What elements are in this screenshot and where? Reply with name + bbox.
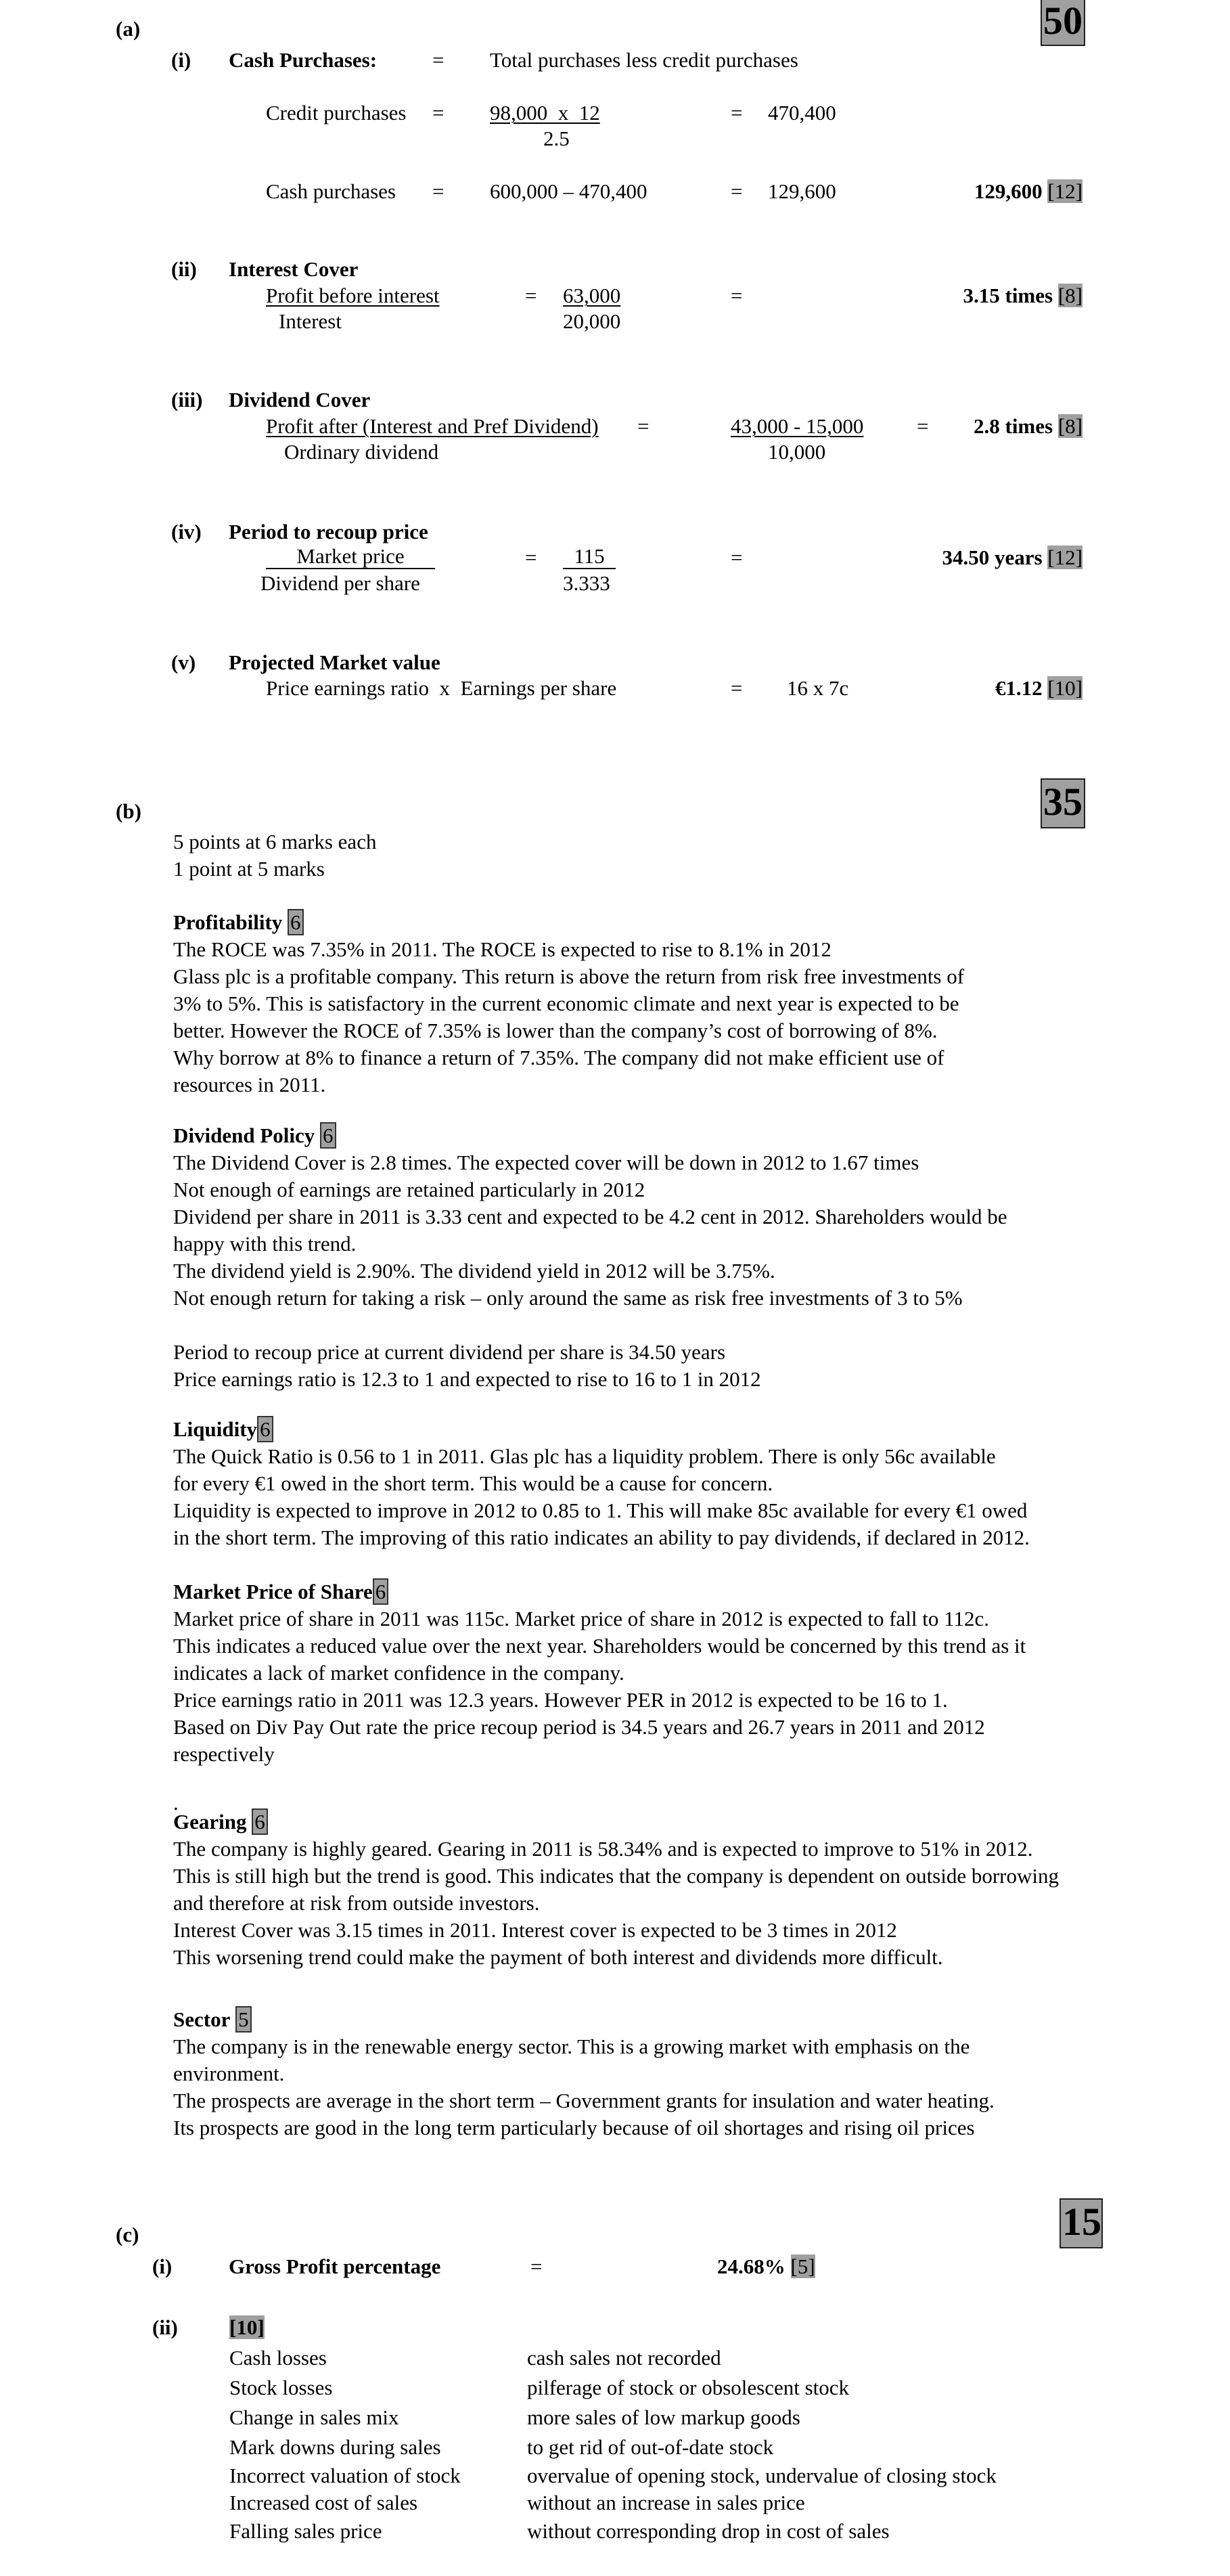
cash-purchases-calc: 600,000 – 470,400 xyxy=(490,179,647,203)
answer-value: 34.50 years xyxy=(942,546,1043,569)
point-heading: Market Price of Share xyxy=(173,1580,373,1603)
point-line: Period to recoup price at current dividend per share is 34.50 years xyxy=(173,1340,726,1364)
point-line: Price earnings ratio in 2011 was 12.3 years. However PER in 2012 is expected to be 16 to 1. xyxy=(173,1688,948,1712)
point-line: indicates a lack of market confidence in the company. xyxy=(173,1661,624,1685)
answer-iv xyxy=(942,545,1083,570)
point-line: The dividend yield is 2.90%. The dividend yield in 2012 will be 3.75%. xyxy=(173,1259,775,1283)
point-heading-row xyxy=(173,909,1147,936)
table-row xyxy=(229,2462,997,2489)
equals-sign: = xyxy=(917,414,929,438)
point-line: Interest Cover was 3.15 times in 2011. Interest cover is expected to be 3 times in 2012 xyxy=(173,1918,897,1942)
marks-badge: [5] xyxy=(790,2255,815,2278)
section-a-total-marks: 50 xyxy=(1041,0,1085,46)
answer-ii xyxy=(963,283,1083,308)
part-c-i-number: (i) xyxy=(152,2255,173,2278)
table-row xyxy=(229,2403,997,2433)
marks-badge: [12] xyxy=(1047,179,1083,203)
period-to-recoup-title: Period to recoup price xyxy=(229,520,428,543)
dividend-cover-denominator: 10,000 xyxy=(768,440,826,464)
point-line: Liquidity is expected to improve in 2012 to 0.85 to 1. This will make 85c available for every €1 owed xyxy=(173,1498,1028,1522)
point-line: Glass plc is a profitable company. This return is above the return from risk free investments of xyxy=(173,964,965,988)
gross-profit-reasons-table xyxy=(229,2343,997,2546)
table-row xyxy=(229,2516,997,2546)
section-b-label: (b) xyxy=(116,799,141,823)
point-line: Price earnings ratio is 12.3 to 1 and expected to rise to 16 to 1 in 2012 xyxy=(173,1367,761,1391)
section-b-intro xyxy=(173,828,1147,883)
marks-badge: [10] xyxy=(229,2315,265,2339)
point-line: The Quick Ratio is 0.56 to 1 in 2011. Glas plc has a liquidity problem. There is only 56c available xyxy=(173,1444,996,1468)
point-line: This indicates a reduced value over the next year. Shareholders would be concerned by this trend as it xyxy=(173,1634,1026,1658)
answer-v xyxy=(995,675,1083,701)
point-line: Market price of share in 2011 was 115c. Market price of share in 2012 is expected to fall to 112c. xyxy=(173,1607,990,1630)
point-market-price xyxy=(173,1578,1147,1768)
equals-sign: = xyxy=(731,101,743,125)
point-line: in the short term. The improving of this ratio indicates an ability to pay dividends, if declared in 2012. xyxy=(173,1526,1030,1549)
reason-cell: Increased cost of sales xyxy=(229,2491,418,2514)
part-c-ii-marks-wrap xyxy=(229,2315,265,2340)
point-line: 3% to 5%. This is satisfactory in the current economic climate and next year is expected to be xyxy=(173,992,959,1015)
equals-sign: = xyxy=(731,179,743,203)
cash-purchases-title: Cash Purchases: xyxy=(229,48,378,72)
part-i-number: (i) xyxy=(171,48,191,72)
marks-badge: 6 xyxy=(257,1416,273,1442)
point-line: Why borrow at 8% to finance a return of 7.35%. The company did not make efficient use of xyxy=(173,1046,944,1069)
projected-market-value-formula: Price earnings ratio x Earnings per share xyxy=(266,676,617,700)
point-liquidity xyxy=(173,1416,1147,1551)
point-line: The ROCE was 7.35% in 2011. The ROCE is expected to rise to 8.1% in 2012 xyxy=(173,937,832,961)
answer-value: €1.12 xyxy=(995,676,1043,700)
table-row xyxy=(229,2433,997,2462)
answer-i xyxy=(974,179,1083,204)
credit-purchases-numerator: 98,000 x 12 xyxy=(490,101,600,125)
point-line: Based on Div Pay Out rate the price recoup period is 34.5 years and 26.7 years in 2011 and 2012 xyxy=(173,1715,985,1739)
marks-badge: [8] xyxy=(1057,284,1083,307)
point-line: This is still high but the trend is good. This indicates that the company is dependent on outside borrowing xyxy=(173,1864,1060,1888)
point-line: happy with this trend. xyxy=(173,1232,357,1256)
explanation-cell: cash sales not recorded xyxy=(527,2346,721,2370)
marks-badge: [10] xyxy=(1047,676,1083,700)
reason-cell: Mark downs during sales xyxy=(229,2435,441,2459)
market-price-label: Market price xyxy=(266,545,435,569)
point-heading: Dividend Policy xyxy=(173,1124,315,1147)
equals-sign: = xyxy=(731,284,743,307)
part-v-number: (v) xyxy=(171,650,196,674)
table-row xyxy=(229,2489,997,2516)
point-line: The company is in the renewable energy sector. This is a growing market with emphasis on the xyxy=(173,2035,970,2058)
section-b-total-marks: 35 xyxy=(1041,778,1085,828)
answer-value: 2.8 times xyxy=(974,414,1053,438)
projected-market-value-title: Projected Market value xyxy=(229,650,440,674)
point-line: Not enough of earnings are retained particularly in 2012 xyxy=(173,1178,645,1201)
marks-badge: [8] xyxy=(1057,414,1083,438)
explanation-cell: more sales of low markup goods xyxy=(527,2405,800,2429)
reason-cell: Stock losses xyxy=(229,2376,333,2399)
marks-badge: 6 xyxy=(288,909,304,935)
point-line: better. However the ROCE of 7.35% is lower than the company’s cost of borrowing of 8%. xyxy=(173,1019,938,1042)
explanation-cell: without corresponding drop in cost of sales xyxy=(527,2519,890,2543)
section-a-label: (a) xyxy=(116,17,141,41)
section-c-label: (c) xyxy=(116,2223,139,2246)
point-heading: Gearing xyxy=(173,1810,247,1834)
point-line: Dividend per share in 2011 is 3.33 cent and expected to be 4.2 cent in 2012. Shareholders would be xyxy=(173,1205,1007,1228)
dividend-cover-numerator: 43,000 - 15,000 xyxy=(731,414,864,438)
point-heading-row xyxy=(173,1122,1147,1149)
dividend-cover-title: Dividend Cover xyxy=(229,388,371,412)
answer-value: 129,600 xyxy=(974,179,1043,203)
interest-label: Interest xyxy=(279,309,342,333)
point-line: and therefore at risk from outside investors. xyxy=(173,1891,540,1915)
equals-sign: = xyxy=(432,101,445,125)
equals-sign: = xyxy=(432,179,445,203)
explanation-cell: without an increase in sales price xyxy=(527,2491,805,2514)
profit-before-interest-label: Profit before interest xyxy=(266,284,440,307)
marks-badge: 6 xyxy=(320,1122,336,1149)
point-gearing xyxy=(173,1808,1147,1971)
point-line: The Dividend Cover is 2.8 times. The expected cover will be down in 2012 to 1.67 times xyxy=(173,1151,919,1174)
equals-sign: = xyxy=(731,676,743,700)
profit-after-label: Profit after (Interest and Pref Dividend) xyxy=(266,414,599,438)
cash-purchases-definition: Total purchases less credit purchases xyxy=(490,48,798,72)
credit-purchases-label: Credit purchases xyxy=(266,101,407,125)
credit-purchases-result: 470,400 xyxy=(768,101,836,125)
point-line: The company is highly geared. Gearing in 2011 is 58.34% and is expected to improve to 51% in 2012. xyxy=(173,1837,1033,1861)
point-heading-row xyxy=(173,2006,1147,2033)
answer-c-i xyxy=(717,2254,815,2279)
point-heading: Sector xyxy=(173,2007,231,2031)
marks-badge: [12] xyxy=(1047,546,1083,569)
recoup-denominator: 3.333 xyxy=(563,571,610,595)
reason-cell: Incorrect valuation of stock xyxy=(229,2464,461,2487)
explanation-cell: overvalue of opening stock, undervalue of closing stock xyxy=(527,2464,997,2487)
spacer xyxy=(173,1312,1147,1339)
answer-value: 3.15 times xyxy=(963,284,1053,307)
marks-badge: 5 xyxy=(235,2006,252,2033)
point-line: This worsening trend could make the payment of both interest and dividends more difficult. xyxy=(173,1945,943,1969)
point-sector xyxy=(173,2006,1147,2141)
recoup-numerator: 115 xyxy=(563,545,616,569)
equals-sign: = xyxy=(525,284,537,307)
equals-sign: = xyxy=(530,2255,543,2278)
intro-line: 1 point at 5 marks xyxy=(173,857,325,881)
intro-line: 5 points at 6 marks each xyxy=(173,830,377,853)
explanation-cell: pilferage of stock or obsolescent stock xyxy=(527,2376,850,2399)
equals-sign: = xyxy=(525,546,537,569)
dividend-per-share-label: Dividend per share xyxy=(260,571,420,595)
point-line: respectively xyxy=(173,1742,275,1766)
part-iv-number: (iv) xyxy=(171,520,202,543)
part-ii-number: (ii) xyxy=(171,257,197,281)
table-row xyxy=(229,2343,997,2373)
point-line: Not enough return for taking a risk – only around the same as risk free investments of 3 to 5% xyxy=(173,1286,963,1310)
credit-purchases-denominator: 2.5 xyxy=(543,127,570,150)
point-dividend-policy xyxy=(173,1122,1147,1393)
reason-cell: Falling sales price xyxy=(229,2519,382,2543)
point-heading-row xyxy=(173,1578,1147,1605)
stray-period: . xyxy=(173,1791,179,1815)
reason-cell: Cash losses xyxy=(229,2346,327,2370)
interest-cover-numerator: 63,000 xyxy=(563,284,621,307)
point-heading: Profitability xyxy=(173,910,283,934)
point-heading-row xyxy=(173,1808,1147,1836)
point-line: for every €1 owed in the short term. This would be a cause for concern. xyxy=(173,1471,773,1495)
ordinary-dividend-label: Ordinary dividend xyxy=(284,440,439,464)
point-heading-row xyxy=(173,1416,1147,1443)
cash-purchases-label: Cash purchases xyxy=(266,179,396,203)
equals-sign: = xyxy=(637,414,650,438)
section-c-total-marks: 15 xyxy=(1060,2198,1103,2248)
equals-sign: = xyxy=(731,546,743,569)
point-line: resources in 2011. xyxy=(173,1073,326,1096)
answer-value: 24.68% xyxy=(717,2255,785,2278)
projected-market-value-calc: 16 x 7c xyxy=(787,676,849,700)
marks-badge: 6 xyxy=(373,1578,389,1605)
part-c-ii-number: (ii) xyxy=(152,2315,178,2339)
point-line: The prospects are average in the short term – Government grants for insulation and water heating. xyxy=(173,2089,995,2112)
part-iii-number: (iii) xyxy=(171,388,203,412)
interest-cover-title: Interest Cover xyxy=(229,257,359,281)
explanation-cell: to get rid of out-of-date stock xyxy=(527,2435,774,2459)
equals-sign: = xyxy=(432,48,445,72)
reason-cell: Change in sales mix xyxy=(229,2405,399,2429)
marks-badge: 6 xyxy=(252,1808,268,1835)
point-heading: Liquidity xyxy=(173,1417,258,1441)
point-profitability xyxy=(173,909,1147,1098)
point-line: environment. xyxy=(173,2062,285,2085)
gross-profit-title: Gross Profit percentage xyxy=(229,2255,441,2278)
cash-purchases-result: 129,600 xyxy=(768,179,836,203)
answer-iii xyxy=(974,414,1083,439)
point-line: Its prospects are good in the long term particularly because of oil shortages and rising oil prices xyxy=(173,2116,975,2139)
table-row xyxy=(229,2373,997,2403)
interest-cover-denominator: 20,000 xyxy=(563,309,621,333)
